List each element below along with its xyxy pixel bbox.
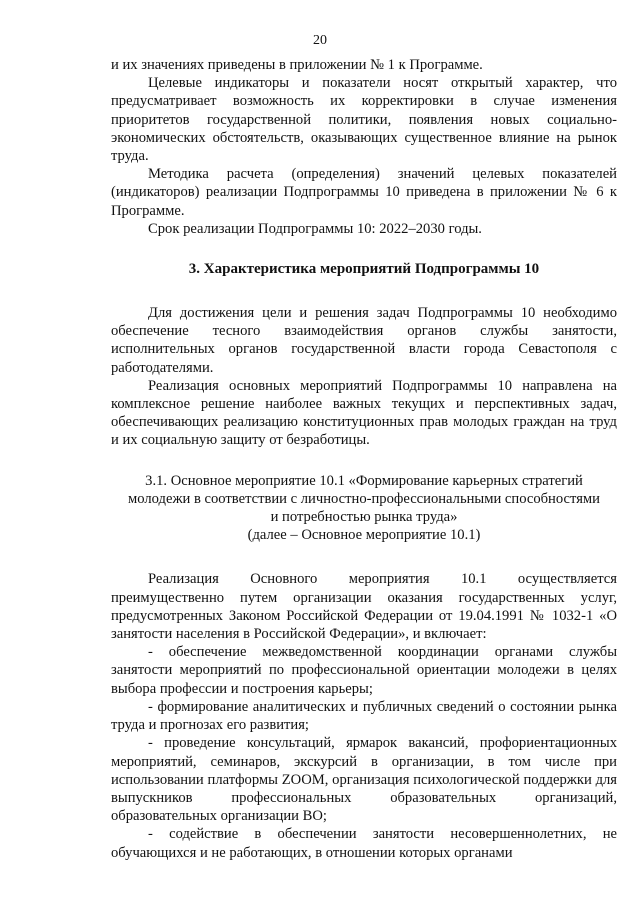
section-paragraph-1: Для достижения цели и решения задач Подпрограммы 10 необходимо обеспечение тесного взаимодействия органов службы занятости, исполнительных органов государственной власти города Севастополя с работодателями. (111, 305, 617, 376)
subsection-intro: Реализация Основного мероприятия 10.1 осуществляется преимущественно путем организации оказания государственных услуг, предусмотренных Законом Российской Федерации от 19.04.1991 № 1032-1 «О занятости населения в Российской Федерации», и включает: (111, 571, 617, 643)
subsection-heading-line-4: (далее – Основное мероприятие 10.1) (247, 527, 481, 544)
paragraph-intro-2: Целевые индикаторы и показатели носят открытый характер, что предусматривает возможность их корректировки в случае изменения приоритетов государственной политики, появления новых социально-экономических обстоятельств, оказывающих существенное влияние на рынок труда. (111, 75, 617, 165)
paragraph-intro-3: Методика расчета (определения) значений целевых показателей (индикаторов) реализации Подпрограммы 10 приведена в приложении № 6 к Программе. (111, 166, 617, 219)
section-paragraph-2: Реализация основных мероприятий Подпрограммы 10 направлена на комплексное решение наиболее важных текущих и перспективных задач, обеспечивающих реализацию конституционных прав молодых граждан на труд и их социальную защиту от безработицы. (111, 377, 617, 449)
section-heading: 3. Характеристика мероприятий Подпрограммы 10 (188, 261, 540, 278)
subsection-heading-line-2: молодежи в соответствии с личностно-профессиональными способностями (128, 490, 600, 507)
list-item-1: - обеспечение межведомственной координации органами службы занятости мероприятий по профессиональной ориентации молодежи в целях выбора профессии и построения карьеры; (111, 644, 617, 697)
paragraph-intro-4: Срок реализации Подпрограммы 10: 2022–2030 годы. (148, 220, 482, 237)
list-item-4: - содействие в обеспечении занятости несовершеннолетних, не обучающихся и не работающих, в отношении которых органами (111, 826, 617, 861)
page-number: 20 (313, 33, 327, 48)
subsection-heading-line-1: 3.1. Основное мероприятие 10.1 «Формирование карьерных стратегий (145, 472, 583, 489)
subsection-heading (111, 472, 617, 545)
subsection-heading-line-3: и потребностью рынка труда» (270, 509, 458, 526)
list-item-2: - формирование аналитических и публичных сведений о состоянии рынка труда и прогнозах его развития; (111, 698, 617, 734)
document-body (111, 56, 617, 862)
list-item-3: - проведение консультаций, ярмарок вакансий, профориентационных мероприятий, семинаров, экскурсий в организации, в том числе при использовании платформы ZOOM, организация психологической поддержки для выпускников профессиональных образовательных организаций, образовательных организации ВО; (111, 735, 617, 825)
paragraph-intro-1: и их значениях приведены в приложении № 1 к Программе. (111, 57, 483, 73)
